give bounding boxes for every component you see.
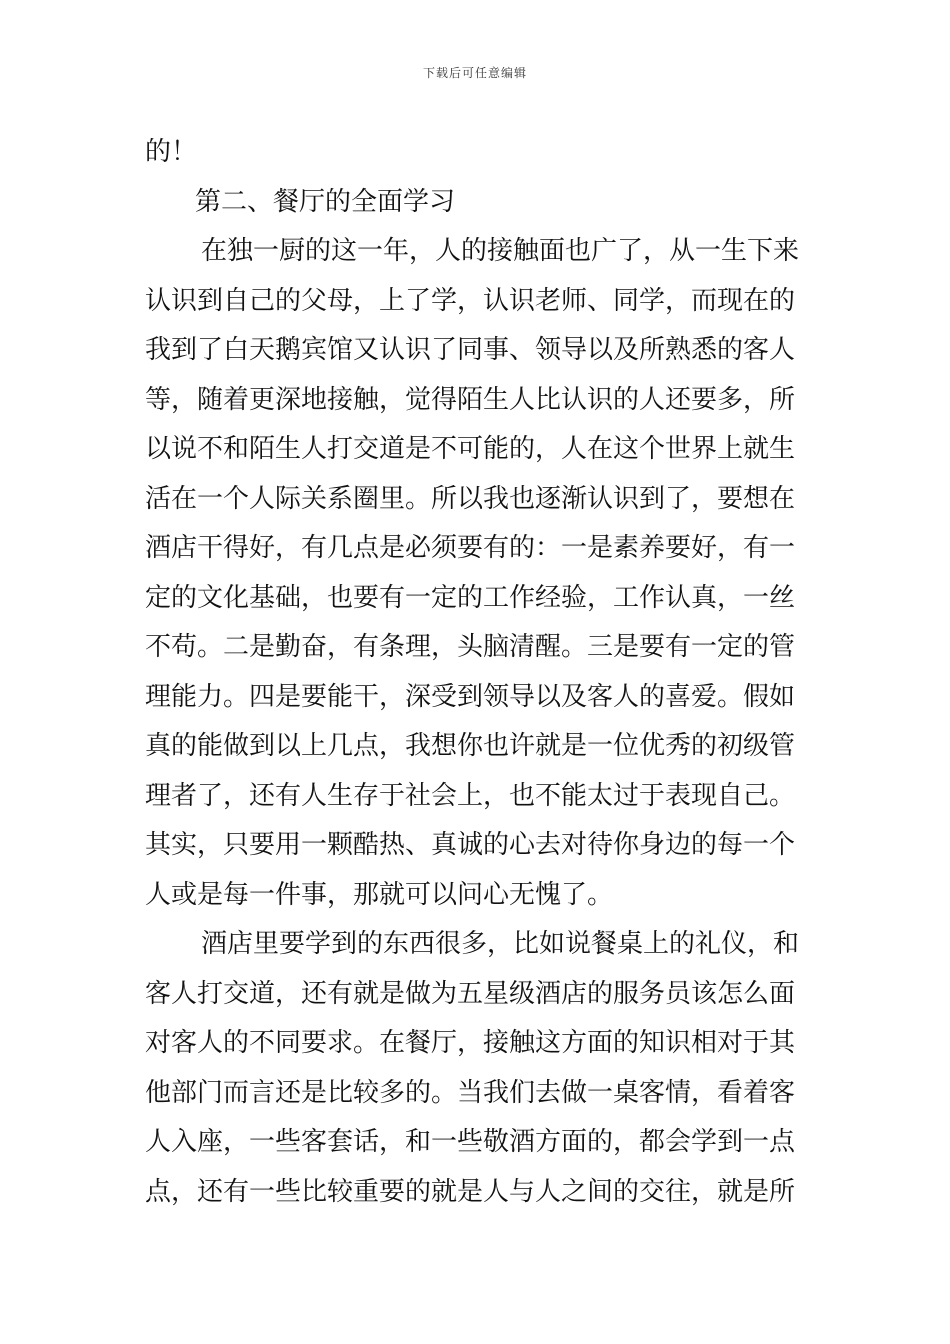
text-line: 人或是每一件事，那就可以问心无愧了。 [145, 879, 614, 910]
text-line: 以说不和陌生人打交道是不可能的，人在这个世界上就生 [145, 434, 796, 464]
text-line: 酒店里要学到的东西很多，比如说餐桌上的礼仪，和 [201, 929, 800, 959]
text-line: 他部门而言还是比较多的。当我们去做一桌客情，看着客 [145, 1077, 796, 1108]
text-line: 的！ [145, 137, 198, 167]
header-note: 下载后可任意编辑 [422, 66, 527, 80]
text-line: 人入座，一些客套话，和一些敬酒方面的，都会学到一点 [145, 1127, 796, 1157]
text-line: 活在一个人际关系圈里。所以我也逐渐认识到了，要想在 [145, 483, 796, 514]
text-line: 点，还有一些比较重要的就是人与人之间的交往，就是所 [145, 1176, 796, 1207]
body-text [145, 128, 805, 1217]
text-line: 真的能做到以上几点，我想你也许就是一位优秀的初级管 [145, 731, 796, 761]
text-line: 我到了白天鹅宾馆又认识了同事、领导以及所熟悉的客人 [145, 335, 796, 365]
text-line: 理能力。四是要能干，深受到领导以及客人的喜爱。假如 [145, 681, 796, 712]
text-line: 其实，只要用一颗酷热、真诚的心去对待你身边的每一个 [145, 830, 796, 860]
text-line: 酒店干得好，有几点是必须要有的：一是素养要好，有一 [145, 533, 796, 563]
text-line: 理者了，还有人生存于社会上，也不能太过于表现自己。 [145, 780, 796, 811]
text-line: 客人打交道，还有就是做为五星级酒店的服务员该怎么面 [145, 978, 796, 1009]
text-line: 对客人的不同要求。在餐厅，接触这方面的知识相对于其 [145, 1028, 796, 1058]
text-line: 认识到自己的父母，上了学，认识老师、同学，而现在的 [145, 285, 796, 316]
text-line: 等，随着更深地接触，觉得陌生人比认识的人还要多，所 [145, 384, 796, 415]
text-line: 在独一厨的这一年，人的接触面也广了，从一生下来 [201, 236, 800, 266]
text-line: 定的文化基础，也要有一定的工作经验，工作认真，一丝 [145, 582, 796, 613]
section-heading: 第二、餐厅的全面学习 [195, 186, 456, 217]
text-line: 不苟。二是勤奋，有条理，头脑清醒。三是要有一定的管 [145, 632, 796, 662]
